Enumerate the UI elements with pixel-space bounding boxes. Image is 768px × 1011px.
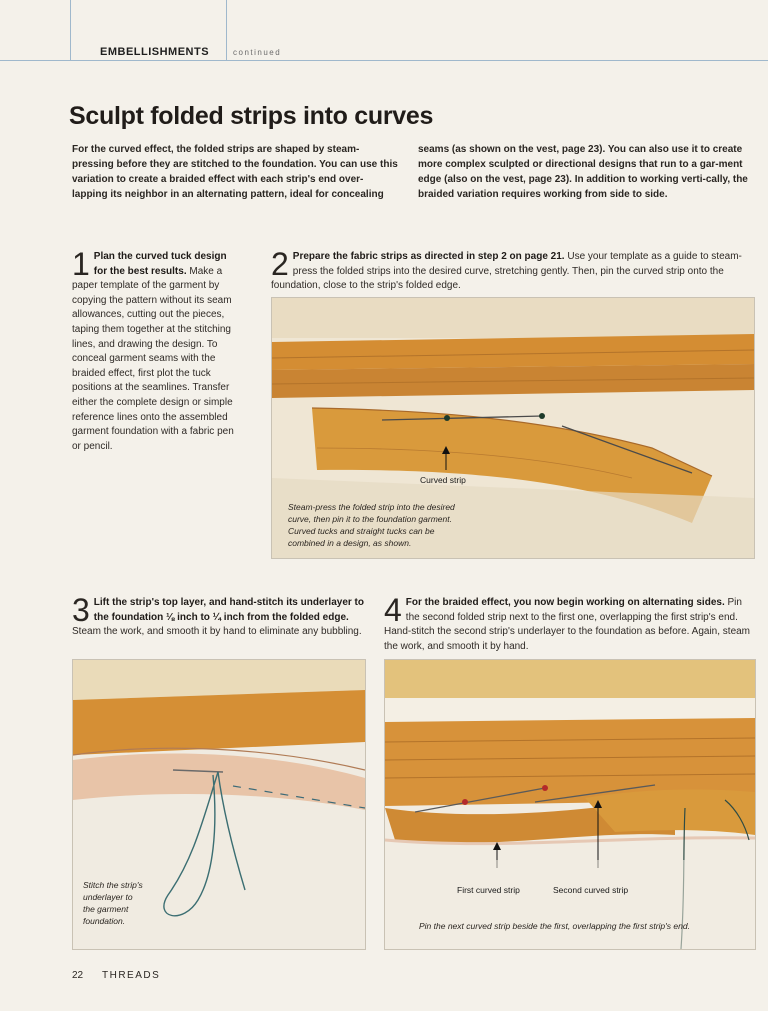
photo-b-caption-line-1: Stitch the strip's: [83, 880, 143, 890]
page-title: Sculpt folded strips into curves: [69, 102, 434, 130]
photo-a-caption-line-2: curve, then pin it to the foundation garment.: [288, 514, 452, 524]
header-rule-vertical-2: [226, 0, 227, 60]
photo-c-caption: Pin the next curved strip beside the first, overlapping the first strip's end.: [419, 921, 690, 931]
header-rule-top: [0, 60, 768, 61]
step-1-number: 1: [72, 246, 90, 282]
photo-a-label: Curved strip: [420, 475, 466, 485]
section-label: EMBELLISHMENTS: [100, 46, 210, 58]
step-1: [72, 246, 234, 454]
step-2-number: 2: [271, 246, 289, 282]
photo-b-caption-line-2: underlayer to: [83, 892, 133, 902]
photo-stitch-underlayer: [72, 659, 366, 950]
step-3-number: 3: [72, 592, 90, 628]
step-4-lead: For the braided effect, you now begin working on alternating sides.: [405, 597, 725, 608]
photo-b-caption-line-3: the garment: [83, 904, 129, 914]
step-4-body: Pin the second folded strip next to the first one, overlapping the first strip's end. Hand-stitch the second strip's underlayer to the foundation as before. Again, steam the work, and smooth it by hand.: [384, 597, 751, 652]
step-4-number: 4: [384, 592, 402, 628]
step-4: [384, 592, 754, 654]
step-2-lead: Prepare the fabric strips as directed in step 2 on page 21.: [292, 251, 565, 262]
intro-right-column: seams (as shown on the vest, page 23). You can also use it to create more complex sculpted or directional designs that run to a gar-ment edge (also on the vest, page 23). In addition to working verti-cally, the braided variation requires working from side to side.: [418, 144, 748, 200]
step-1-lead: Plan the curved tuck design for the best results.: [93, 251, 227, 277]
photo-braided-strips: [384, 659, 756, 950]
step-1-body: Make a paper template of the garment by copying the pattern without its seam allowances, cutting out the pieces, taping them together at the stitching lines, and drawing the design. To conceal garment seams with the braided effect, first plot the tuck positions at the seamlines. Transfer either the complete design or simple reference lines onto the assembled garment foundation with a fabric pen or pencil.: [72, 265, 234, 452]
photo-a-caption-line-4: combined in a design, as shown.: [288, 538, 412, 548]
step-2: [271, 246, 751, 294]
continued-label: continued: [233, 48, 282, 57]
photo-curved-strip: [271, 297, 755, 559]
photo-c-label-second: Second curved strip: [553, 885, 629, 895]
photo-b-caption-line-4: foundation.: [83, 916, 126, 926]
photo-c-label-first: First curved strip: [457, 885, 520, 895]
header-rule-vertical: [70, 0, 71, 60]
photo-a-caption-line-3: Curved tucks and straight tucks can be: [288, 526, 435, 536]
magazine-name: THREADS: [102, 970, 161, 981]
step-3-body: Steam the work, and smooth it by hand to eliminate any bubbling.: [72, 626, 362, 638]
step-3: [72, 592, 368, 640]
photo-a-caption-line-1: Steam-press the folded strip into the desired: [288, 502, 455, 512]
step-3-lead: Lift the strip's top layer, and hand-stitch its underlayer to the foundation ⅛ inch to ¼ inch from the folded edge.: [93, 597, 364, 623]
step-2-body: Use your template as a guide to steam-press the folded strips into the desired curve, stretching gently. Then, pin the curved strip onto the foundation, close to the strip's folded edge.: [271, 251, 742, 292]
page-number: 22: [72, 970, 84, 981]
intro-left-column: For the curved effect, the folded strips are shaped by steam-pressing before they are stitched to the foundation. You can use this variation to create a braided effect with each strip's end over-lapping its neighbor in an alternating pattern, ideal for concealing: [72, 144, 398, 200]
